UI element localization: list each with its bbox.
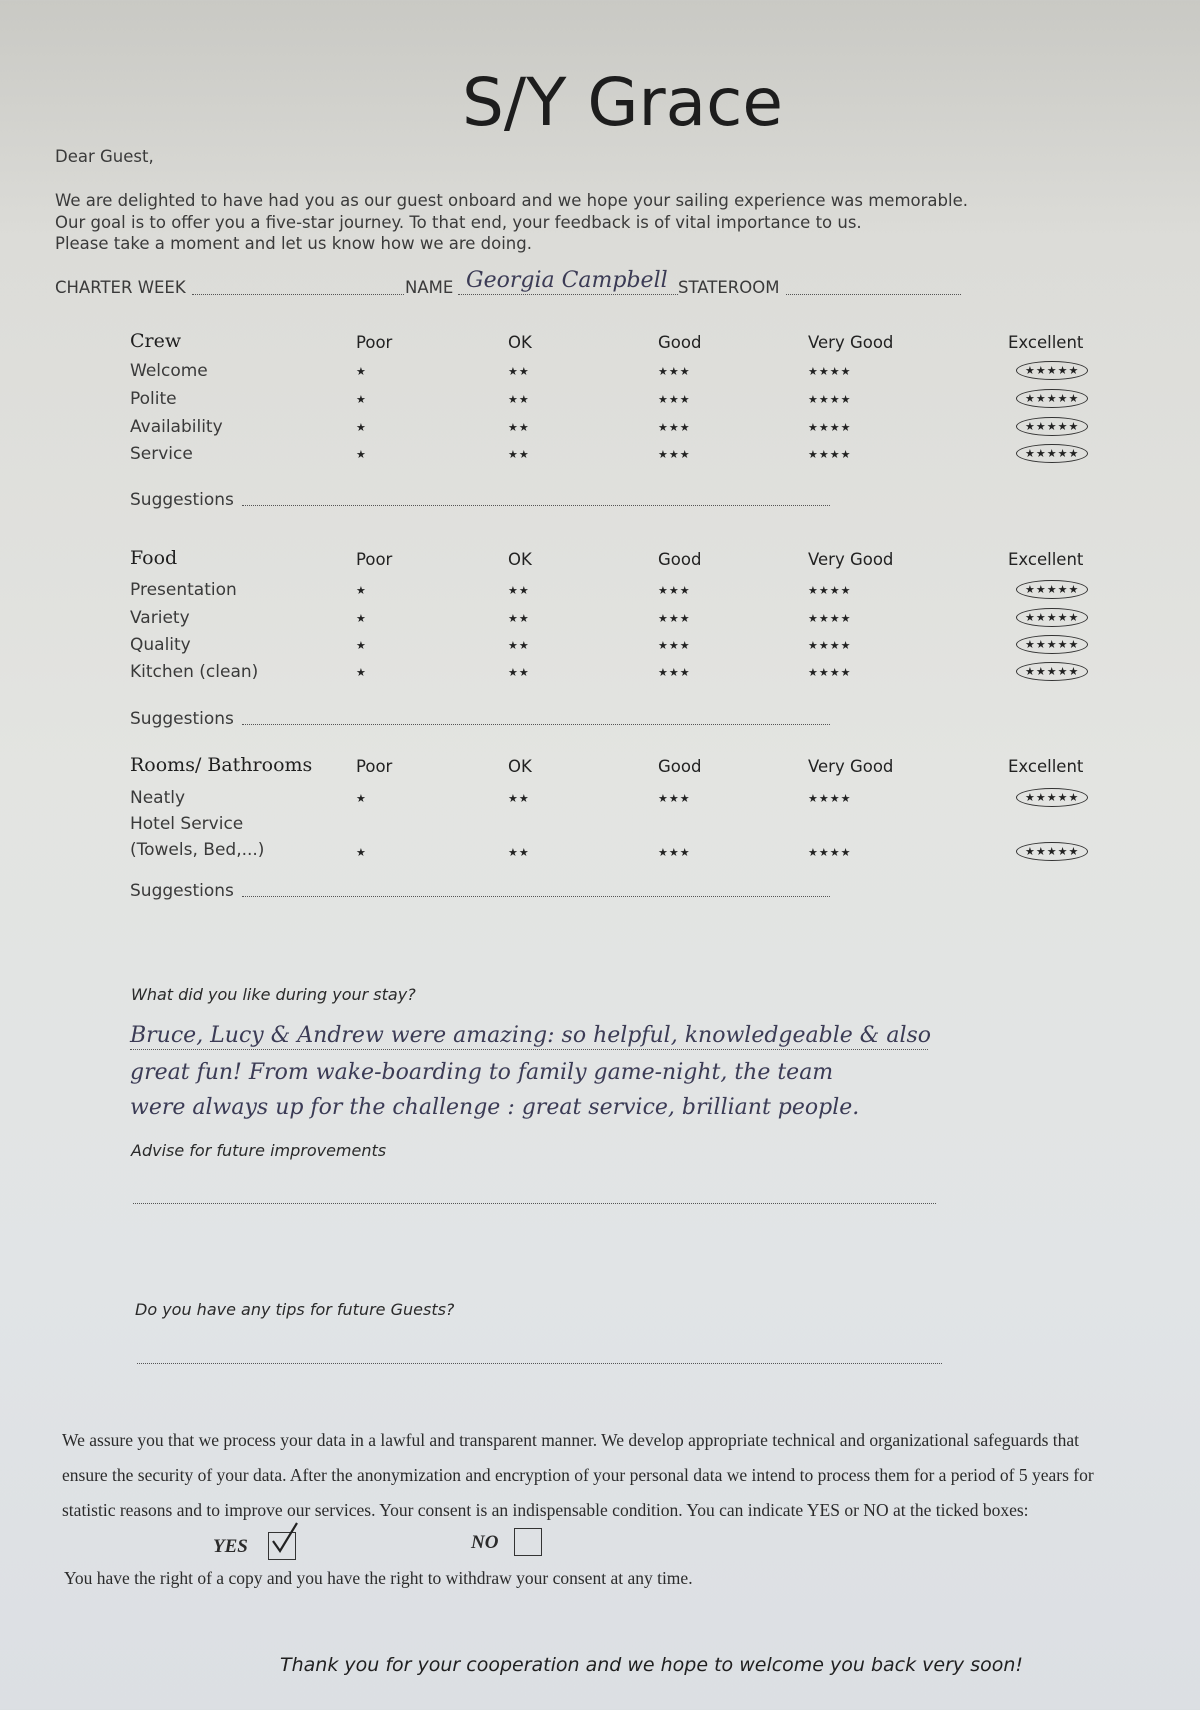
rating-option-stars[interactable]: ★★★★★ xyxy=(1016,662,1088,681)
intro-line: Our goal is to offer you a five-star journey. To that end, your feedback is of vital importance to us. xyxy=(55,213,862,232)
tips-field[interactable] xyxy=(137,1363,942,1364)
improvements-question: Advise for future improvements xyxy=(131,1141,387,1160)
rating-column-header: Excellent xyxy=(1008,333,1084,352)
intro-line: We are delighted to have had you as our guest onboard and we hope your sailing experience was memorable. xyxy=(55,191,968,210)
rating-column-header: OK xyxy=(508,550,532,569)
no-checkbox[interactable] xyxy=(514,1528,542,1556)
suggestions-label: Suggestions xyxy=(130,709,234,729)
criterion-label: Hotel Service xyxy=(130,814,244,834)
rating-option-stars[interactable]: ★★★ xyxy=(658,393,691,406)
rating-option-stars[interactable]: ★★ xyxy=(508,393,530,406)
rating-column-header: Very Good xyxy=(808,333,894,352)
rating-option-stars[interactable]: ★★ xyxy=(508,584,530,597)
name-label: NAME xyxy=(405,278,454,297)
criterion-label: Service xyxy=(130,444,193,464)
rating-column-header: Good xyxy=(658,333,702,352)
rating-option-stars[interactable]: ★ xyxy=(356,612,367,625)
rating-option-stars[interactable]: ★★★★ xyxy=(808,584,852,597)
rating-option-stars[interactable]: ★★★★★ xyxy=(1016,635,1088,654)
rating-column-header: Excellent xyxy=(1008,550,1084,569)
rating-option-stars[interactable]: ★★ xyxy=(508,365,530,378)
suggestions-label: Suggestions xyxy=(130,490,234,510)
suggestions-field[interactable] xyxy=(242,505,830,506)
rating-option-stars[interactable]: ★★★★★ xyxy=(1016,788,1088,807)
answer-line xyxy=(130,1049,928,1050)
rating-option-stars[interactable]: ★★★★★ xyxy=(1016,842,1088,861)
criterion-label: (Towels, Bed,...) xyxy=(130,840,265,860)
rating-option-stars[interactable]: ★★★★ xyxy=(808,448,852,461)
stateroom-field[interactable] xyxy=(786,294,961,295)
liked-answer-line[interactable]: were always up for the challenge : great service, brilliant people. xyxy=(130,1095,860,1120)
section-title: Rooms/ Bathrooms xyxy=(130,754,313,776)
rating-option-stars[interactable]: ★★★★ xyxy=(808,666,852,679)
criterion-label: Polite xyxy=(130,389,177,409)
document-title: S/Y Grace xyxy=(461,64,784,141)
rating-option-stars[interactable]: ★★★ xyxy=(658,666,691,679)
rating-option-stars[interactable]: ★★ xyxy=(508,846,530,859)
checkmark-icon xyxy=(269,1527,295,1553)
privacy-line: statistic reasons and to improve our services. Your consent is an indispensable condition. You can indicate YES or NO at the ticked boxes: xyxy=(62,1500,1029,1520)
liked-answer-line[interactable]: great fun! From wake-boarding to family game-night, the team xyxy=(130,1060,834,1085)
rating-column-header: Poor xyxy=(356,550,393,569)
rating-option-stars[interactable]: ★ xyxy=(356,846,367,859)
rating-column-header: OK xyxy=(508,757,532,776)
rating-column-header: Good xyxy=(658,757,702,776)
tips-question: Do you have any tips for future Guests? xyxy=(135,1300,455,1319)
rating-option-stars[interactable]: ★★★ xyxy=(658,421,691,434)
rating-option-stars[interactable]: ★ xyxy=(356,666,367,679)
charter-week-field[interactable] xyxy=(192,294,404,295)
criterion-label: Presentation xyxy=(130,580,237,600)
rating-option-stars[interactable]: ★★ xyxy=(508,448,530,461)
stateroom-label: STATEROOM xyxy=(678,278,780,297)
rating-option-stars[interactable]: ★★★★ xyxy=(808,612,852,625)
rating-option-stars[interactable]: ★★ xyxy=(508,792,530,805)
rating-option-stars[interactable]: ★★ xyxy=(508,421,530,434)
rating-option-stars[interactable]: ★ xyxy=(356,639,367,652)
rating-option-stars[interactable]: ★★★ xyxy=(658,639,691,652)
rating-option-stars[interactable]: ★★★★ xyxy=(808,792,852,805)
rights-text: You have the right of a copy and you have the right to withdraw your consent at any time. xyxy=(64,1568,693,1588)
privacy-line: ensure the security of your data. After the anonymization and encryption of your personal data we intend to process them for a period of 5 years for xyxy=(62,1465,1094,1485)
rating-option-stars[interactable]: ★ xyxy=(356,365,367,378)
rating-option-stars[interactable]: ★ xyxy=(356,584,367,597)
privacy-line: We assure you that we process your data in a lawful and transparent manner. We develop appropriate technical and organizational safeguards that xyxy=(62,1430,1079,1450)
rating-column-header: Poor xyxy=(356,757,393,776)
rating-option-stars[interactable]: ★★★ xyxy=(658,365,691,378)
yes-checkbox[interactable] xyxy=(268,1532,296,1560)
rating-option-stars[interactable]: ★★★ xyxy=(658,846,691,859)
rating-option-stars[interactable]: ★★ xyxy=(508,666,530,679)
rating-column-header: OK xyxy=(508,333,532,352)
intro-line: Please take a moment and let us know how we are doing. xyxy=(55,234,532,253)
criterion-label: Quality xyxy=(130,635,191,655)
suggestions-field[interactable] xyxy=(242,724,830,725)
rating-option-stars[interactable]: ★★★ xyxy=(658,792,691,805)
rating-option-stars[interactable]: ★★ xyxy=(508,612,530,625)
suggestions-label: Suggestions xyxy=(130,881,234,901)
rating-option-stars[interactable]: ★★★★★ xyxy=(1016,417,1088,436)
footer-thanks: Thank you for your cooperation and we hope to welcome you back very soon! xyxy=(280,1654,1024,1676)
yes-label: YES xyxy=(213,1536,248,1557)
rating-option-stars[interactable]: ★★★★★ xyxy=(1016,444,1088,463)
charter-week-label: CHARTER WEEK xyxy=(55,278,186,297)
rating-column-header: Excellent xyxy=(1008,757,1084,776)
no-label: NO xyxy=(471,1532,499,1553)
rating-option-stars[interactable]: ★★★★ xyxy=(808,365,852,378)
rating-option-stars[interactable]: ★★★★★ xyxy=(1016,361,1088,380)
name-field-line xyxy=(458,294,678,295)
rating-option-stars[interactable]: ★★★★★ xyxy=(1016,580,1088,599)
criterion-label: Variety xyxy=(130,608,190,628)
rating-option-stars[interactable]: ★★★ xyxy=(658,448,691,461)
improvements-field[interactable] xyxy=(133,1203,936,1204)
rating-option-stars[interactable]: ★★★★ xyxy=(808,393,852,406)
criterion-label: Neatly xyxy=(130,788,186,808)
rating-column-header: Poor xyxy=(356,333,393,352)
liked-answer-line[interactable]: Bruce, Lucy & Andrew were amazing: so helpful, knowledgeable & also xyxy=(130,1023,932,1048)
rating-option-stars[interactable]: ★★★ xyxy=(658,584,691,597)
name-field[interactable]: Georgia Campbell xyxy=(466,268,668,293)
rating-option-stars[interactable]: ★★★★★ xyxy=(1016,389,1088,408)
rating-option-stars[interactable]: ★★★★ xyxy=(808,639,852,652)
rating-option-stars[interactable]: ★ xyxy=(356,448,367,461)
rating-column-header: Very Good xyxy=(808,550,894,569)
rating-option-stars[interactable]: ★★ xyxy=(508,639,530,652)
criterion-label: Availability xyxy=(130,417,223,437)
rating-option-stars[interactable]: ★★★★ xyxy=(808,421,852,434)
criterion-label: Kitchen (clean) xyxy=(130,662,259,682)
rating-option-stars[interactable]: ★★★★★ xyxy=(1016,608,1088,627)
rating-column-header: Very Good xyxy=(808,757,894,776)
rating-option-stars[interactable]: ★ xyxy=(356,792,367,805)
rating-option-stars[interactable]: ★★★ xyxy=(658,612,691,625)
rating-option-stars[interactable]: ★ xyxy=(356,393,367,406)
rating-option-stars[interactable]: ★ xyxy=(356,421,367,434)
section-title: Food xyxy=(130,547,178,569)
criterion-label: Welcome xyxy=(130,361,208,381)
greeting: Dear Guest, xyxy=(55,147,154,166)
rating-column-header: Good xyxy=(658,550,702,569)
section-title: Crew xyxy=(130,330,182,352)
rating-option-stars[interactable]: ★★★★ xyxy=(808,846,852,859)
liked-question: What did you like during your stay? xyxy=(131,985,416,1004)
suggestions-field[interactable] xyxy=(242,896,830,897)
